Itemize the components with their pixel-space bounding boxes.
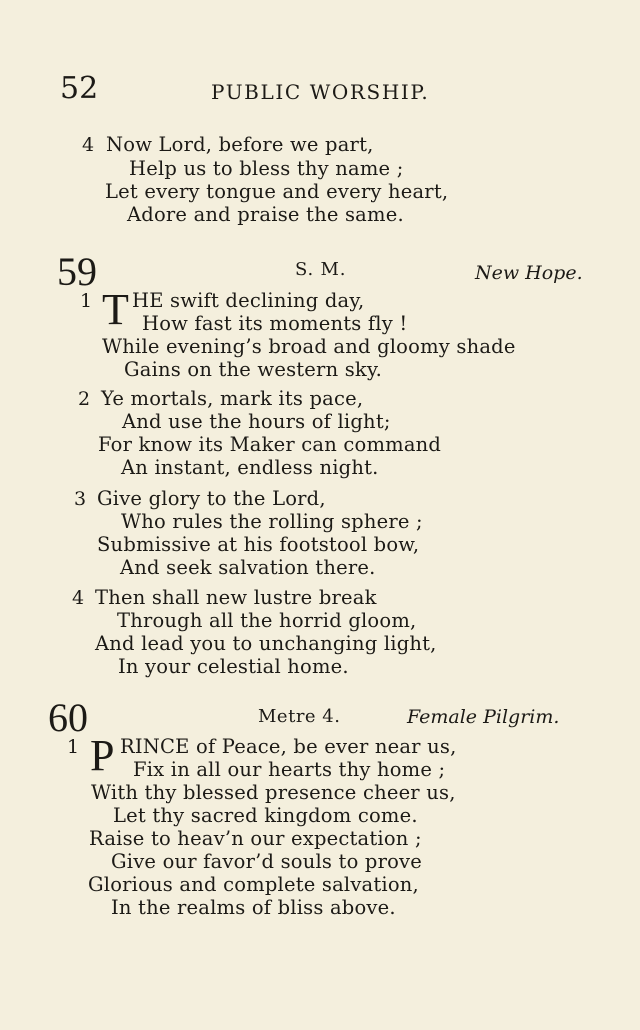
verse-line: An instant, endless night. — [121, 456, 379, 479]
verse-line: Give our favor’d souls to prove — [111, 850, 423, 873]
verse-number: 4 — [72, 587, 85, 609]
tune-name: Female Pilgrim. — [407, 706, 560, 728]
verse-line: Who rules the rolling sphere ; — [121, 510, 423, 533]
verse-line: Adore and praise the same. — [127, 203, 404, 226]
verse-line: How fast its moments fly ! — [142, 312, 408, 335]
verse-line: Fix in all our hearts thy home ; — [133, 758, 446, 781]
verse-line: And use the hours of light; — [122, 410, 391, 433]
verse-line: In the realms of bliss above. — [111, 896, 396, 919]
hymn-meter: S. M. — [295, 259, 347, 280]
verse-number: 2 — [78, 388, 91, 410]
verse-line: Then shall new lustre break — [95, 586, 377, 609]
verse-line: And seek salvation there. — [120, 556, 376, 579]
verse-line: HE swift declining day, — [132, 289, 365, 312]
verse-line: Raise to heav’n our expectation ; — [89, 827, 422, 850]
verse-line: Let thy sacred kingdom come. — [113, 804, 418, 827]
verse-line: While evening’s broad and gloomy shade — [102, 335, 516, 358]
verse-line: Glorious and complete salvation, — [88, 873, 419, 896]
verse-line: With thy blessed presence cheer us, — [91, 781, 456, 804]
verse-number: 4 — [82, 134, 95, 156]
verse-line: Through all the horrid gloom, — [117, 609, 417, 632]
verse-line: In your celestial home. — [118, 655, 349, 678]
verse-line: Gains on the western sky. — [124, 358, 382, 381]
drop-cap: T — [102, 285, 129, 334]
hymn-number: 59 — [57, 249, 97, 294]
verse-line: Give glory to the Lord, — [97, 487, 326, 510]
verse-number: 1 — [67, 736, 80, 758]
verse-line: Help us to bless thy name ; — [129, 157, 404, 180]
hymn-meter: Metre 4. — [258, 706, 341, 727]
verse-number: 3 — [74, 488, 87, 510]
verse-line: Submissive at his footstool bow, — [97, 533, 420, 556]
running-title: PUBLIC WORSHIP. — [211, 80, 430, 104]
verse-number: 1 — [80, 290, 93, 312]
verse-line: Let every tongue and every heart, — [105, 180, 449, 203]
verse-line: Ye mortals, mark its pace, — [101, 387, 364, 410]
verse-line: Now Lord, before we part, — [106, 133, 374, 156]
tune-name: New Hope. — [475, 262, 583, 284]
verse-line: For know its Maker can command — [98, 433, 442, 456]
hymn-number: 60 — [48, 695, 88, 740]
verse-line: And lead you to unchanging light, — [95, 632, 437, 655]
drop-cap: P — [90, 731, 115, 780]
page-number: 52 — [60, 71, 99, 106]
verse-line: RINCE of Peace, be ever near us, — [120, 735, 457, 758]
